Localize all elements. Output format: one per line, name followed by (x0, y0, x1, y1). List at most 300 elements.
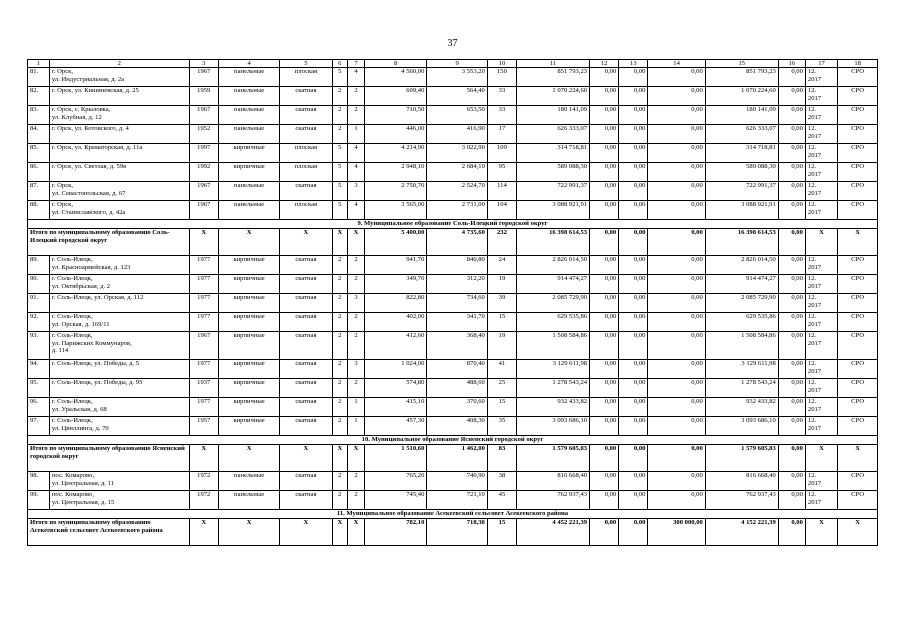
table-cell: 0,00 (778, 182, 805, 201)
table-cell: 0,00 (590, 182, 619, 201)
table-cell: 2 (348, 472, 365, 491)
address-cell: г. Орск, с. Крыловка, ул. Клубная, д. 12 (49, 106, 189, 125)
row-number: 94. (28, 360, 50, 379)
address-cell: г. Соль-Илецк, ул. Орская, д. 169/11 (49, 313, 189, 332)
table-cell: 0,00 (648, 398, 705, 417)
table-cell: 0,00 (590, 125, 619, 144)
row-number: 84. (28, 125, 50, 144)
table-cell: СРО (838, 125, 878, 144)
table-row (28, 417, 878, 436)
table-cell: панельные (218, 182, 280, 201)
table-cell: 33 (487, 87, 516, 106)
table-cell: панельные (218, 68, 280, 87)
table-cell: СРО (838, 163, 878, 182)
subtotal-cell: 0,00 (778, 229, 805, 256)
table-cell: 2 (332, 398, 348, 417)
section-heading-row (28, 220, 878, 229)
table-cell: 816 668,40 (517, 472, 590, 491)
table-cell: 0,00 (619, 275, 648, 294)
column-number-13: 13 (619, 60, 648, 68)
table-cell: 0,00 (648, 201, 705, 220)
table-cell: 12. 2017 (805, 182, 837, 201)
table-cell: 0,00 (619, 256, 648, 275)
address-cell: г. Соль-Илецк, ул. Победы, д. 95 (49, 379, 189, 398)
housing-repair-table (27, 59, 878, 546)
table-cell: 0,00 (590, 68, 619, 87)
table-row (28, 182, 878, 201)
table-cell: 0,00 (590, 294, 619, 313)
table-cell: СРО (838, 106, 878, 125)
table-cell: 932 433,82 (705, 398, 778, 417)
table-cell: СРО (838, 417, 878, 436)
table-cell: 180 141,09 (705, 106, 778, 125)
table-cell: 341,70 (427, 313, 487, 332)
section-heading: 9. Муниципальное образование Соль-Илецкий городской округ (28, 220, 878, 229)
table-cell: 0,00 (778, 125, 805, 144)
table-cell: 0,00 (619, 379, 648, 398)
table-row (28, 332, 878, 360)
table-cell: 0,00 (619, 313, 648, 332)
section-heading-row (28, 510, 878, 519)
table-cell: 1977 (189, 275, 218, 294)
table-cell: 2 (348, 313, 365, 332)
table-cell: 0,00 (778, 144, 805, 163)
table-cell: 0,00 (648, 379, 705, 398)
table-cell: 0,00 (778, 379, 805, 398)
subtotal-cell: 782,10 (364, 519, 427, 546)
table-row (28, 201, 878, 220)
subtotal-cell: 1 579 605,83 (517, 445, 590, 472)
table-cell: 0,00 (590, 491, 619, 510)
table-cell: панельные (218, 201, 280, 220)
table-cell: 12. 2017 (805, 256, 837, 275)
subtotal-cell: 300 000,00 (648, 519, 705, 546)
table-cell: кирпичные (218, 294, 280, 313)
table-cell: 1 (348, 417, 365, 436)
table-cell: 0,00 (619, 201, 648, 220)
table-row (28, 472, 878, 491)
table-cell: панельные (218, 87, 280, 106)
table-cell: 2 524,70 (427, 182, 487, 201)
subtotal-cell: 15 (487, 519, 516, 546)
table-cell: 0,00 (619, 398, 648, 417)
table-cell: 609,40 (364, 87, 427, 106)
subtotal-cell: 16 398 614,53 (517, 229, 590, 256)
table-cell: 12. 2017 (805, 294, 837, 313)
table-cell: 1977 (189, 294, 218, 313)
table-cell: 12. 2017 (805, 332, 837, 360)
table-cell: 932 433,82 (517, 398, 590, 417)
table-cell: 0,00 (648, 294, 705, 313)
table-cell: 722 991,37 (705, 182, 778, 201)
table-cell: скатная (280, 182, 332, 201)
table-cell: 0,00 (648, 360, 705, 379)
table-cell: 5 (332, 68, 348, 87)
table-cell: 33 (487, 106, 516, 125)
page-number: 37 (447, 38, 458, 49)
column-number-17: 17 (805, 60, 837, 68)
subtotal-cell: 718,30 (427, 519, 487, 546)
table-cell: СРО (838, 360, 878, 379)
table-cell: 626 333,07 (705, 125, 778, 144)
table-cell: 1957 (189, 417, 218, 436)
table-cell: 1 508 584,86 (517, 332, 590, 360)
table-cell: 1977 (189, 313, 218, 332)
table-cell: 0,00 (648, 275, 705, 294)
table-cell: 17 (487, 125, 516, 144)
table-cell: 3 129 611,98 (705, 360, 778, 379)
table-cell: 2 731,00 (427, 201, 487, 220)
table-cell: 3 (348, 182, 365, 201)
subtotal-cell: 0,00 (619, 519, 648, 546)
table-cell: кирпичные (218, 417, 280, 436)
table-cell: 95 (487, 163, 516, 182)
table-cell: 0,00 (619, 294, 648, 313)
table-cell: 0,00 (619, 144, 648, 163)
table-cell: 2 (332, 313, 348, 332)
table-cell: 312,20 (427, 275, 487, 294)
table-cell: 0,00 (778, 332, 805, 360)
table-cell: 0,00 (648, 87, 705, 106)
table-cell: 38 (487, 472, 516, 491)
table-cell: 0,00 (648, 472, 705, 491)
table-cell: панельные (218, 125, 280, 144)
table-cell: СРО (838, 379, 878, 398)
section-heading: 11. Муниципальное образование Асекеевский сельсовет Асекеевского района (28, 510, 878, 519)
address-cell: г. Орск, ул. Котовского, д. 4 (49, 125, 189, 144)
table-cell: 0,00 (648, 256, 705, 275)
table-cell: 3 022,90 (427, 144, 487, 163)
column-number-11: 11 (517, 60, 590, 68)
subtotal-cell: Х (838, 445, 878, 472)
table-cell: 762 937,43 (705, 491, 778, 510)
table-cell: 1 024,00 (364, 360, 427, 379)
subtotal-cell: 1 579 605,83 (705, 445, 778, 472)
table-cell: 816 668,40 (705, 472, 778, 491)
subtotal-cell: 4 452 221,39 (517, 519, 590, 546)
address-cell: г. Соль-Илецк, ул. Уральская, д. 68 (49, 398, 189, 417)
subtotal-cell: Х (218, 519, 280, 546)
table-cell: 1967 (189, 182, 218, 201)
subtotal-cell: Х (838, 519, 878, 546)
table-cell: 840,80 (427, 256, 487, 275)
table-row (28, 125, 878, 144)
table-cell: 12. 2017 (805, 68, 837, 87)
column-number-1: 1 (28, 60, 50, 68)
table-row (28, 256, 878, 275)
table-cell: 41 (487, 360, 516, 379)
row-number: 91. (28, 294, 50, 313)
table-cell: 408,30 (427, 417, 487, 436)
table-cell: 0,00 (648, 144, 705, 163)
table-cell: 2 (332, 87, 348, 106)
table-cell: 0,00 (648, 182, 705, 201)
table-cell: 3 565,00 (364, 201, 427, 220)
table-cell: СРО (838, 87, 878, 106)
table-cell: 0,00 (648, 313, 705, 332)
column-number-16: 16 (778, 60, 805, 68)
table-cell: 3 (348, 294, 365, 313)
table-cell: кирпичные (218, 163, 280, 182)
table-cell: 1967 (189, 201, 218, 220)
subtotal-cell: 0,00 (590, 445, 619, 472)
table-cell: СРО (838, 275, 878, 294)
table-cell: 2 (348, 379, 365, 398)
table-cell: 2 684,10 (427, 163, 487, 182)
table-cell: 12. 2017 (805, 87, 837, 106)
table-cell: 914 474,27 (517, 275, 590, 294)
table-cell: 0,00 (590, 275, 619, 294)
table-cell: 574,80 (364, 379, 427, 398)
subtotal-cell: Х (280, 445, 332, 472)
table-cell: 4 (348, 144, 365, 163)
table-cell: 368,40 (427, 332, 487, 360)
table-cell: скатная (280, 313, 332, 332)
table-cell: скатная (280, 125, 332, 144)
table-cell: скатная (280, 294, 332, 313)
table-cell: 370,60 (427, 398, 487, 417)
table-cell: 626 333,07 (517, 125, 590, 144)
table-cell: 0,00 (619, 417, 648, 436)
table-cell: 0,00 (590, 332, 619, 360)
row-number: 86. (28, 163, 50, 182)
table-cell: 2 826 014,50 (705, 256, 778, 275)
table-cell: 1 508 584,86 (705, 332, 778, 360)
table-cell: 0,00 (778, 106, 805, 125)
table-cell: СРО (838, 201, 878, 220)
row-number: 89. (28, 256, 50, 275)
table-cell: 1 (348, 398, 365, 417)
table-cell: 0,00 (619, 472, 648, 491)
subtotal-cell: 4 735,60 (427, 229, 487, 256)
address-cell: г. Орск, ул. Кишиневская, д. 25 (49, 87, 189, 106)
table-cell: 0,00 (778, 417, 805, 436)
table-cell: панельные (218, 491, 280, 510)
table-cell: плоская (280, 68, 332, 87)
table-cell: 0,00 (590, 398, 619, 417)
table-cell: 180 141,09 (517, 106, 590, 125)
address-cell: г. Орск, ул. Индустриальная, д. 2а (49, 68, 189, 87)
table-cell: 2 (332, 417, 348, 436)
table-cell: 4 214,90 (364, 144, 427, 163)
table-cell: 0,00 (619, 182, 648, 201)
row-number: 87. (28, 182, 50, 201)
column-number-18: 18 (838, 60, 878, 68)
table-cell: 2 (332, 275, 348, 294)
table-cell: 4 (348, 201, 365, 220)
table-cell: 765,20 (364, 472, 427, 491)
subtotal-cell: Х (805, 445, 837, 472)
row-number: 97. (28, 417, 50, 436)
address-cell: г. Соль-Илецк, ул. Октябрьская, д. 2 (49, 275, 189, 294)
table-cell: 488,60 (427, 379, 487, 398)
subtotal-row (28, 229, 878, 256)
table-cell: 4 (348, 163, 365, 182)
row-number: 98. (28, 472, 50, 491)
table-cell: 0,00 (590, 379, 619, 398)
row-number: 92. (28, 313, 50, 332)
subtotal-cell: 5 400,00 (364, 229, 427, 256)
table-cell: скатная (280, 398, 332, 417)
table-cell: скатная (280, 106, 332, 125)
table-cell: 1 070 224,60 (705, 87, 778, 106)
table-cell: 1972 (189, 472, 218, 491)
table-cell: 45 (487, 491, 516, 510)
table-cell: 734,60 (427, 294, 487, 313)
table-cell: 314 718,81 (705, 144, 778, 163)
table-cell: 0,00 (778, 68, 805, 87)
column-number-2: 2 (49, 60, 189, 68)
table-cell: кирпичные (218, 398, 280, 417)
table-cell: 851 793,23 (705, 68, 778, 87)
table-cell: 446,00 (364, 125, 427, 144)
table-cell: 12. 2017 (805, 472, 837, 491)
table-cell: 822,80 (364, 294, 427, 313)
table-cell: 12. 2017 (805, 417, 837, 436)
table-cell: 629 535,86 (705, 313, 778, 332)
table-cell: 24 (487, 256, 516, 275)
table-cell: 12. 2017 (805, 106, 837, 125)
table-cell: 2 (332, 256, 348, 275)
table-cell: 12. 2017 (805, 144, 837, 163)
table-cell: 15 (487, 398, 516, 417)
table-cell: 564,40 (427, 87, 487, 106)
subtotal-cell: 0,00 (648, 445, 705, 472)
table-cell: 12. 2017 (805, 379, 837, 398)
table-cell: 2 (348, 256, 365, 275)
table-cell: 25 (487, 379, 516, 398)
table-cell: кирпичные (218, 379, 280, 398)
column-number-header-row (28, 60, 878, 68)
column-number-6: 6 (332, 60, 348, 68)
table-cell: 2 (332, 125, 348, 144)
table-cell: 0,00 (778, 472, 805, 491)
table-cell: плоская (280, 201, 332, 220)
row-number: 95. (28, 379, 50, 398)
address-cell: г. Соль-Илецк, ул. Победы, д. 5 (49, 360, 189, 379)
table-cell: 0,00 (648, 106, 705, 125)
table-row (28, 294, 878, 313)
address-cell: г. Орск, ул. Станиславского, д. 42а (49, 201, 189, 220)
section-heading-row (28, 436, 878, 445)
address-cell: г. Орск, ул. Краматорская, д. 11а (49, 144, 189, 163)
table-cell: 12. 2017 (805, 201, 837, 220)
address-cell: г. Орск, ул. Светлая, д. 59в (49, 163, 189, 182)
row-number: 83. (28, 106, 50, 125)
subtotal-cell: Х (348, 229, 365, 256)
table-cell: панельные (218, 106, 280, 125)
subtotal-cell: Х (280, 229, 332, 256)
table-cell: 0,00 (590, 472, 619, 491)
subtotal-cell: 1 462,00 (427, 445, 487, 472)
subtotal-cell: Х (189, 229, 218, 256)
column-number-10: 10 (487, 60, 516, 68)
table-cell: 457,30 (364, 417, 427, 436)
table-cell: 0,00 (619, 491, 648, 510)
table-cell: 0,00 (619, 360, 648, 379)
table-cell: СРО (838, 398, 878, 417)
table-cell: скатная (280, 275, 332, 294)
address-cell: г. Соль-Илецк, ул. Цвиллинга, д. 70 (49, 417, 189, 436)
table-cell: 0,00 (590, 360, 619, 379)
table-cell: 722 991,37 (517, 182, 590, 201)
table-cell: 19 (487, 275, 516, 294)
column-number-5: 5 (280, 60, 332, 68)
table-cell: 0,00 (590, 417, 619, 436)
table-cell: плоская (280, 163, 332, 182)
table-cell: 1972 (189, 491, 218, 510)
table-cell: 2 085 729,90 (705, 294, 778, 313)
table-cell: 3 (348, 360, 365, 379)
table-cell: 2 (332, 472, 348, 491)
table-cell: СРО (838, 332, 878, 360)
subtotal-cell: Х (218, 229, 280, 256)
table-cell: скатная (280, 360, 332, 379)
subtotal-cell: 0,00 (619, 229, 648, 256)
table-cell: 2 (348, 87, 365, 106)
table-cell: скатная (280, 417, 332, 436)
subtotal-cell: Х (838, 229, 878, 256)
table-cell: 0,00 (778, 275, 805, 294)
table-cell: 349,70 (364, 275, 427, 294)
subtotal-label: Итого по муниципальному образованию Соль-Илецкий городской округ (28, 229, 190, 256)
table-cell: 589 088,30 (517, 163, 590, 182)
table-cell: кирпичные (218, 332, 280, 360)
table-cell: скатная (280, 491, 332, 510)
table-row (28, 360, 878, 379)
table-row (28, 313, 878, 332)
table-cell: 3 088 921,91 (517, 201, 590, 220)
table-cell: 0,00 (778, 256, 805, 275)
table-cell: 104 (487, 201, 516, 220)
table-cell: кирпичные (218, 275, 280, 294)
table-row (28, 87, 878, 106)
table-cell: 416,90 (427, 125, 487, 144)
table-cell: 114 (487, 182, 516, 201)
address-cell: г. Орск, ул. Севастопольская, д. 67 (49, 182, 189, 201)
table-cell: 0,00 (778, 294, 805, 313)
table-cell: 0,00 (590, 106, 619, 125)
table-cell: 12. 2017 (805, 491, 837, 510)
subtotal-cell: 0,00 (590, 519, 619, 546)
table-cell: 12. 2017 (805, 125, 837, 144)
table-cell: 2 (332, 332, 348, 360)
table-cell: скатная (280, 379, 332, 398)
subtotal-cell: Х (280, 519, 332, 546)
table-cell: СРО (838, 182, 878, 201)
table-cell: 4 (348, 68, 365, 87)
table-cell: 2 (348, 106, 365, 125)
table-cell: 1959 (189, 87, 218, 106)
column-number-12: 12 (590, 60, 619, 68)
table-cell: 0,00 (648, 68, 705, 87)
table-cell: 0,00 (778, 398, 805, 417)
table-cell: 1992 (189, 163, 218, 182)
table-cell: 721,10 (427, 491, 487, 510)
subtotal-cell: 0,00 (648, 229, 705, 256)
table-cell: скатная (280, 332, 332, 360)
subtotal-cell: Х (348, 445, 365, 472)
table-cell: 2 (332, 491, 348, 510)
table-cell: кирпичные (218, 313, 280, 332)
subtotal-cell: 0,00 (590, 229, 619, 256)
subtotal-cell: Х (805, 229, 837, 256)
row-number: 88. (28, 201, 50, 220)
table-cell: 589 088,30 (705, 163, 778, 182)
table-cell: 5 (332, 144, 348, 163)
table-cell: 653,50 (427, 106, 487, 125)
table-cell: 1967 (189, 106, 218, 125)
